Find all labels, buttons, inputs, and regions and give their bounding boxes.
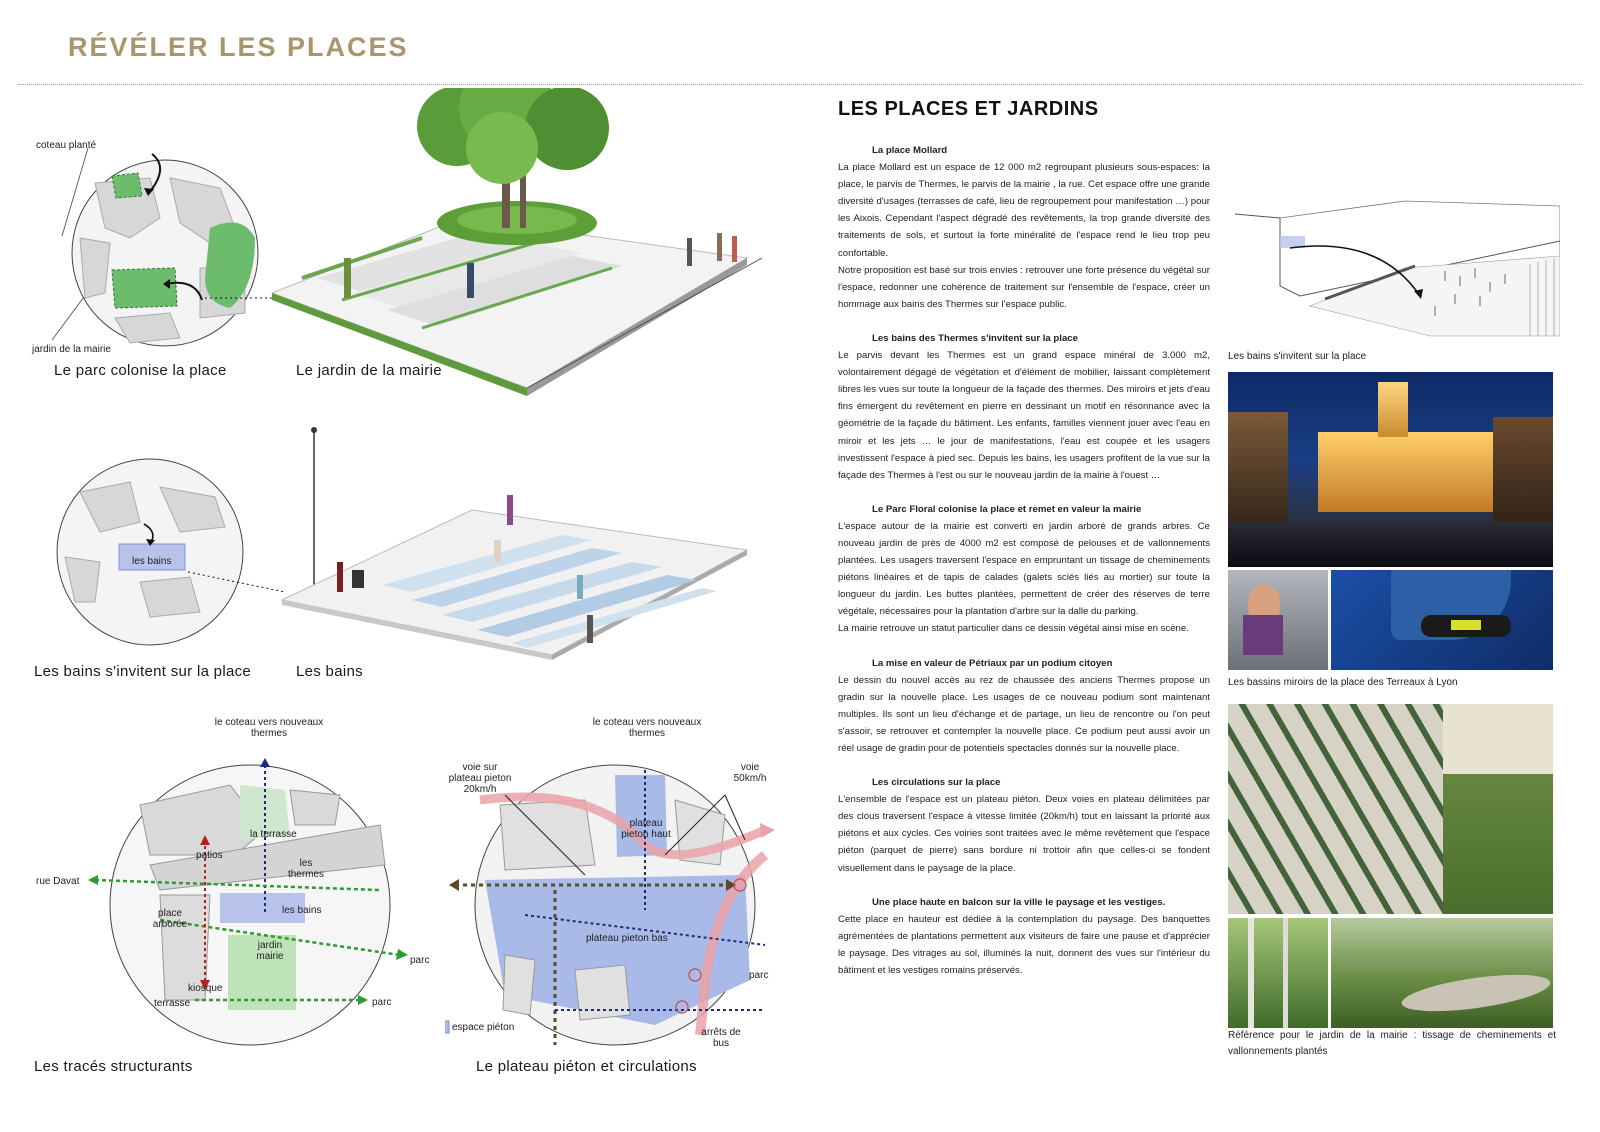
caption-jardin-mairie: Le jardin de la mairie [296, 362, 442, 379]
paragraph-parc-floral-1: L'espace autour de la mairie est converti en jardin arboré de grands arbres. Ce nouveau jardin de près de 4000 m2 est composé de pelouses et de vallonnements plantées. Les usagers traversent l'espace en empruntant un tissage de cheminements piétons linéaires et de tapis de calades (galets sciés liés au mortier) sur toute la longueur du jardin. Les buttes plantées, permettent de créer des réserves de terre végétale, nécessaires pour la plantation d'arbre sur la dalle du parking. [838, 520, 1210, 618]
label-parc-plateau: parc [749, 970, 769, 981]
label-patios: patios [196, 850, 223, 861]
page-title: RÉVÉLER LES PLACES [68, 32, 409, 62]
legend-espace-pieton: espace piéton [452, 1022, 515, 1033]
caption-ref-bains: Les bains s'invitent sur la place [1228, 351, 1367, 362]
label-les-bains: les bains [132, 556, 172, 567]
paragraph-parc-floral-2: La mairie retrouve un statut particulier dans ce dessin végétal ainsi mise en scène. [838, 623, 1189, 635]
label-jardin-mairie: jardin de la mairie [32, 344, 111, 355]
label-rue-davat: rue Davat [36, 876, 80, 887]
label-coteau-traces: le coteau vers nouveaux thermes [214, 717, 324, 739]
caption-ref-jardin: Référence pour le jardin de la mairie : tissage de cheminements et vallonnements plantés [1228, 1030, 1556, 1057]
paragraph-place-haute: Cette place en hauteur est dédiée à la contemplation du paysage. Des banquettes agrémentées de plantations permettent aux visiteurs de faire une pause et d'apprécier le paysage. Des vitrages au sol, illuminés la nuit, donnent des vues sur l'intérieur du bâtiment et les vestiges romains préservés. [838, 913, 1210, 977]
photo-garden-path [1331, 918, 1553, 1028]
label-voie-50: voie 50km/h [733, 762, 767, 784]
label-voie-plateau: voie sur plateau pieton 20km/h [448, 762, 512, 795]
caption-bains-invitent: Les bains s'invitent sur la place [34, 663, 252, 680]
photo-feet-water [1331, 570, 1553, 670]
caption-ref-terreaux: Les bassins miroirs de la place des Terreaux à Lyon [1228, 677, 1458, 688]
label-terrasse: terrasse [154, 998, 191, 1009]
photo-birch-garden [1228, 918, 1328, 1028]
traces-structurants-map [80, 745, 430, 1055]
caption-plateau-pieton: Le plateau piéton et circulations [476, 1058, 697, 1075]
paragraph-petriaux: Le dessin du nouvel accès au rez de chaussée des anciens Thermes propose un gradin sur la nouvelle place. Les usages de ce nouveau podium sont maintenant multiples. Ils sont un lieu d'échange et de partage, un lieu de rencontre ou l'on peut s'assoir, se retrouver et contempler la nouvelle place. Ce podium peut aussi avoir un réel usage de gradin pour de potentiels spectacles donnés sur la nouvelle place. [838, 674, 1210, 754]
caption-traces-structurants: Les tracés structurants [34, 1058, 193, 1075]
text-column [838, 142, 1210, 996]
paragraph-bains-thermes: Le parvis devant les Thermes est un grand espace minéral de 3.000 m2, volontairement dégagé de végétation et d'élément de mobilier, laissant complètement libres les vues sur toute la longueur de la façade des thermes. Des miroirs et jets d'eau fins émergent du revêtement en pierre en dessinant un motif en résonnance avec la géométrie de la façade du bâtiment. Les enfants, familles viennent jouer avec l'eau en miroir et les jets … le jour de manifestations, l'eau est coupée et les usagers investissent l'espace à pied sec. Depuis les bains, les usagers profitent de la vue sur la façade des Thermes à l'est ou sur le nouveau jardin de la mairie à l'ouest … [838, 350, 1210, 481]
label-coteau-plateau: le coteau vers nouveaux thermes [592, 717, 702, 739]
subheading-petriaux: La mise en valeur de Pétriaux par un podium citoyen [872, 657, 1113, 669]
caption-les-bains: Les bains [296, 663, 363, 680]
label-plateau-haut: plateau pieton haut [621, 818, 671, 840]
label-les-bains-traces: les bains [282, 905, 322, 916]
label-parc-1: parc [410, 955, 430, 966]
photo-child-water [1228, 570, 1328, 670]
bains-section-sketch [1230, 196, 1560, 346]
bains-axonometric-view [262, 400, 762, 670]
label-parc-2: parc [372, 997, 392, 1008]
section-title: LES PLACES ET JARDINS [838, 98, 1099, 120]
photo-terreaux-night [1228, 372, 1553, 567]
label-jardin-mairie-traces: jardin mairie [256, 940, 284, 962]
bains-map-diagram [40, 452, 290, 652]
label-arrets-bus: arrêts de bus [701, 1027, 741, 1049]
paragraph-circulations: L'ensemble de l'espace est un plateau piéton. Deux voies en plateau délimitées par des clous traversent l'espace à vitesse limitée (20km/h) tout en laissant la priorité aux piétons et aux cycles. Ces voiries sont traitées avec le même revêtement que l'espace piéton (parquet de pierre) sans bordure ni trottoir afin que celles-ci se fondent visuellement dans le paysage de la place. [838, 794, 1210, 874]
subheading-parc-floral: Le Parc Floral colonise la place et remet en valeur la mairie [872, 503, 1142, 515]
label-les-thermes: les thermes [287, 858, 325, 880]
subheading-place-haute: Une place haute en balcon sur la ville le paysage et les vestiges. [872, 896, 1166, 908]
label-coteau-plante: coteau planté [36, 140, 97, 151]
label-la-terrasse: la terrasse [250, 829, 297, 840]
caption-parc-colonise: Le parc colonise la place [54, 362, 227, 379]
header-divider [18, 84, 1582, 85]
subheading-bains-thermes: Les bains des Thermes s'invitent sur la place [872, 332, 1078, 344]
label-plateau-bas: plateau pieton bas [586, 933, 668, 944]
label-place-arboree: place arborée [152, 908, 188, 930]
subheading-circulations: Les circulations sur la place [872, 777, 1001, 789]
label-kiosque: kiosque [188, 983, 223, 994]
subheading-place-mollard: La place Mollard [872, 145, 948, 156]
jardin-axonometric-view [262, 88, 762, 398]
photo-paving-stripes [1228, 704, 1553, 914]
paragraph-place-mollard-2: Notre proposition est basé sur trois envies : retrouver une forte présence du végétal sur l'espace, redonner une cohérence de traitement sur l'ensemble de l'espace, créer un hommage aux bains des Thermes sur l'espace public. [838, 264, 1210, 310]
paragraph-place-mollard-1: La place Mollard est un espace de 12 000 m2 regroupant plusieurs sous-espaces: la place, le parvis de Thermes, le parvis de la mairie , la rue. Cet espace offre une grande diversité d'usages (terrasses de café, lieu de regroupement pour manifestation …) pour les Aixois. Cependant l'aspect dégradé des revêtements, la trop grande diversité des traitements de sols, et surtout la forte minéralité de l'espace rend le lieu trop peu confortable. [838, 162, 1210, 259]
